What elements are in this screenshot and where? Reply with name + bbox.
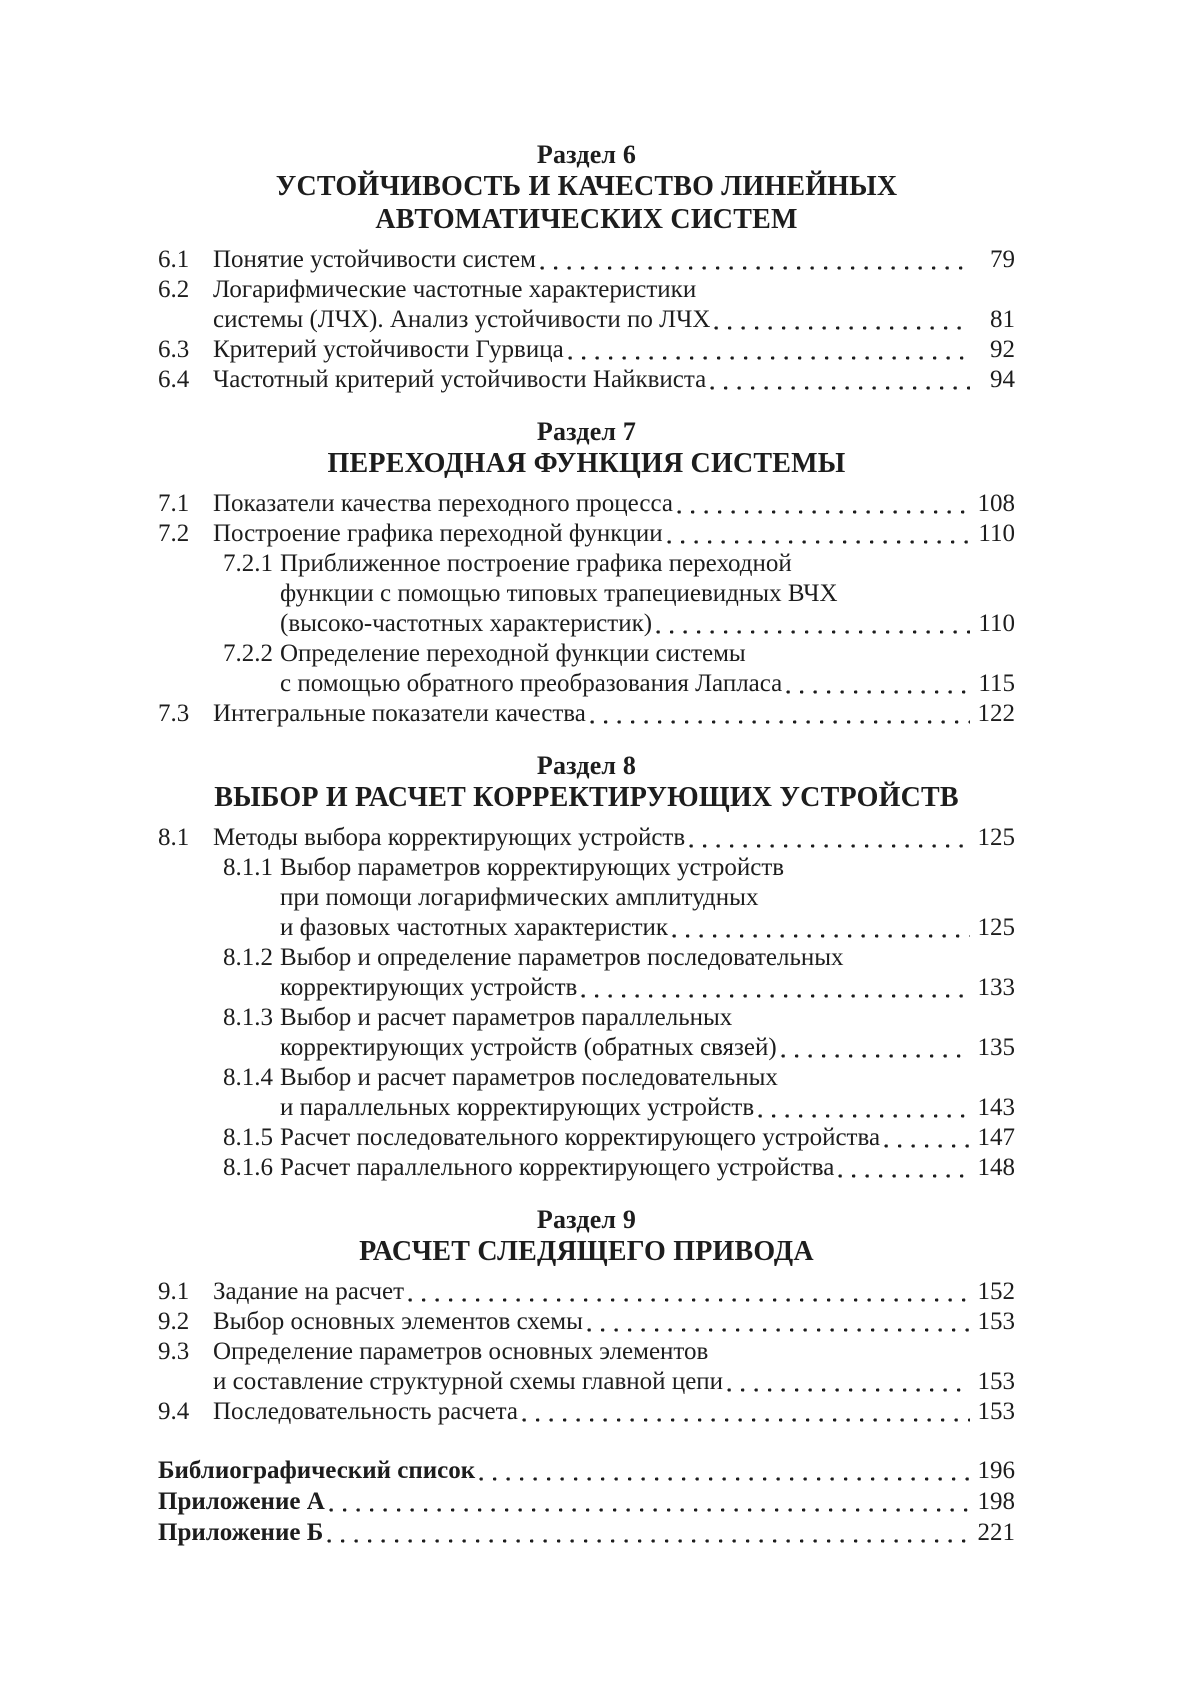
entry-number: 8.1.5 [223, 1124, 273, 1151]
entry-text: Определение параметров основных элементов [213, 1338, 709, 1365]
entry-text: Интегральные показатели качества [213, 700, 586, 727]
page-number: 94 [990, 366, 1015, 393]
entry-lines [213, 365, 1015, 395]
section-title-line: АВТОМАТИЧЕСКИХ СИСТЕМ [375, 204, 798, 235]
entry-text: Определение переходной функции системы [280, 640, 746, 667]
entry-lines [213, 699, 1015, 729]
back-matter-label: Приложение А [158, 1488, 325, 1515]
toc-entry [158, 1307, 1015, 1337]
toc-entry [158, 1003, 1015, 1063]
entry-text: и составление структурной схемы главной цепи [213, 1368, 724, 1395]
entry-lines [280, 1153, 1015, 1183]
toc-entry [158, 1123, 1015, 1153]
section-title-line: ВЫБОР И РАСЧЕТ КОРРЕКТИРУЮЩИХ УСТРОЙСТВ [214, 782, 959, 813]
toc-entry [158, 1397, 1015, 1427]
dot-leader [656, 609, 970, 639]
page-number: 148 [977, 1154, 1015, 1181]
entry-text: Выбор параметров корректирующих устройств [280, 854, 785, 881]
entry-lines [280, 1063, 1015, 1123]
section-title [158, 447, 1015, 480]
section-title-line: УСТОЙЧИВОСТЬ И КАЧЕСТВО ЛИНЕЙНЫХ [275, 171, 898, 202]
dot-leader [884, 1123, 970, 1153]
toc-entry-line [280, 1063, 1015, 1093]
page-number: 108 [977, 490, 1015, 517]
page-number: 125 [977, 824, 1015, 851]
toc-entry-line [213, 275, 1015, 305]
page-number: 153 [977, 1308, 1015, 1335]
entry-number: 7.2.1 [223, 550, 273, 577]
toc-entry [158, 245, 1015, 275]
section-items [158, 1277, 1015, 1427]
section-title-line: РАСЧЕТ СЛЕДЯЩЕГО ПРИВОДА [359, 1236, 814, 1267]
page-number: 221 [977, 1519, 1015, 1546]
toc-entry-line [280, 853, 1015, 883]
page-number: 133 [977, 974, 1015, 1001]
toc-sections [158, 140, 1015, 1427]
toc-entry-line [213, 245, 1015, 275]
entry-text: и фазовых частотных характеристик [280, 914, 669, 941]
entry-lines [213, 245, 1015, 275]
toc-entry-line [280, 943, 1015, 973]
section-label: Раздел 7 [536, 417, 637, 446]
page-number: 125 [977, 914, 1015, 941]
section-title [158, 170, 1015, 236]
dot-leader [781, 1033, 970, 1063]
entry-lines [213, 519, 1015, 549]
entry-lines [213, 1397, 1015, 1427]
entry-number: 6.1 [158, 246, 190, 273]
toc-entry-line [280, 973, 1015, 1003]
page-number: 110 [978, 520, 1015, 547]
toc-entry-line [280, 913, 1015, 943]
toc-entry [158, 1063, 1015, 1123]
toc-entry-line [280, 1003, 1015, 1033]
entry-number: 6.4 [158, 366, 190, 393]
toc-entry-line [213, 365, 1015, 395]
dot-leader [540, 245, 970, 275]
entry-text: Логарифмические частотные характеристики [213, 276, 697, 303]
entry-text: Показатели качества переходного процесса [213, 490, 673, 517]
toc-entry-line [213, 519, 1015, 549]
dot-leader [758, 1093, 970, 1123]
section-items [158, 823, 1015, 1183]
toc-entry [158, 823, 1015, 853]
dot-leader [710, 365, 970, 395]
back-matter [158, 1455, 1015, 1548]
page-number: 153 [977, 1398, 1015, 1425]
toc-entry [158, 489, 1015, 519]
toc-entry [158, 639, 1015, 699]
entry-text: при помощи логарифмических амплитудных [280, 884, 759, 911]
entry-text: Построение графика переходной функции [213, 520, 663, 547]
entry-lines [213, 275, 1015, 335]
entry-number: 8.1.1 [223, 854, 273, 881]
toc-entry-line [213, 699, 1015, 729]
entry-lines [280, 1123, 1015, 1153]
toc-entry-line [280, 1153, 1015, 1183]
entry-number: 6.3 [158, 336, 190, 363]
toc-entry-line [213, 335, 1015, 365]
section-title-line: ПЕРЕХОДНАЯ ФУНКЦИЯ СИСТЕМЫ [327, 448, 846, 479]
entry-text: Критерий устойчивости Гурвица [213, 336, 564, 363]
toc-entry [158, 549, 1015, 639]
entry-number: 7.1 [158, 490, 190, 517]
entry-lines [213, 489, 1015, 519]
back-matter-entry [158, 1517, 1015, 1548]
toc-section [158, 1205, 1015, 1427]
toc-entry [158, 1153, 1015, 1183]
dot-leader [590, 699, 970, 729]
entry-number: 9.1 [158, 1278, 190, 1305]
entry-text: Расчет параллельного корректирующего устройства [280, 1154, 835, 1181]
entry-lines [213, 1337, 1015, 1397]
entry-lines [280, 943, 1015, 1003]
dot-leader [522, 1397, 970, 1427]
entry-number: 8.1.6 [223, 1154, 273, 1181]
toc-entry [158, 1337, 1015, 1397]
toc-entry [158, 335, 1015, 365]
entry-number: 7.2 [158, 520, 190, 547]
section-label: Раздел 8 [536, 751, 637, 780]
toc-entry [158, 699, 1015, 729]
dot-leader [568, 335, 970, 365]
back-matter-entry [158, 1486, 1015, 1517]
toc-section [158, 751, 1015, 1183]
entry-text: Выбор и расчет параметров параллельных [280, 1004, 733, 1031]
entry-number: 7.3 [158, 700, 190, 727]
toc-entry [158, 943, 1015, 1003]
toc-entry [158, 275, 1015, 335]
toc-entry-line [213, 1277, 1015, 1307]
page-number: 81 [990, 306, 1015, 333]
entry-lines [213, 823, 1015, 853]
dot-leader [727, 1367, 970, 1397]
page-number: 152 [977, 1278, 1015, 1305]
entry-number: 9.4 [158, 1398, 190, 1425]
toc-entry-line [280, 609, 1015, 639]
entry-text: с помощью обратного преобразования Лапласа [280, 670, 783, 697]
entry-number: 8.1.4 [223, 1064, 273, 1091]
page-number: 147 [977, 1124, 1015, 1151]
entry-text: Выбор и расчет параметров последовательных [280, 1064, 778, 1091]
back-matter-label: Библиографический список [158, 1457, 476, 1484]
dot-leader [408, 1277, 970, 1307]
dot-leader [786, 669, 970, 699]
entry-number: 9.3 [158, 1338, 190, 1365]
entry-number: 8.1 [158, 824, 190, 851]
section-title [158, 1235, 1015, 1268]
page-number: 79 [990, 246, 1015, 273]
entry-number: 6.2 [158, 276, 190, 303]
toc-entry-line [280, 669, 1015, 699]
entry-lines [280, 1003, 1015, 1063]
entry-lines [213, 335, 1015, 365]
entry-text: системы (ЛЧХ). Анализ устойчивости по ЛЧХ [213, 306, 711, 333]
entry-text: Выбор и определение параметров последовательных [280, 944, 844, 971]
toc-entry-line [213, 305, 1015, 335]
toc-entry-line [280, 1033, 1015, 1063]
toc-entry-line [280, 1093, 1015, 1123]
toc-entry-line [280, 639, 1015, 669]
page-number: 198 [977, 1488, 1015, 1515]
dot-leader [327, 1517, 970, 1548]
toc-entry [158, 519, 1015, 549]
dot-leader [329, 1486, 970, 1517]
entry-text: функции с помощью типовых трапециевидных ВЧХ [280, 580, 838, 607]
dot-leader [672, 913, 970, 943]
back-matter-label: Приложение Б [158, 1519, 324, 1546]
entry-text: Частотный критерий устойчивости Найквиста [213, 366, 707, 393]
entry-text: Расчет последовательного корректирующего устройства [280, 1124, 881, 1151]
entry-lines [280, 639, 1015, 699]
entry-text: Задание на расчет [213, 1278, 405, 1305]
section-label: Раздел 6 [536, 140, 637, 169]
entry-number: 9.2 [158, 1308, 190, 1335]
page-number: 110 [978, 610, 1015, 637]
entry-text: (высоко-частотных характеристик) [280, 610, 653, 637]
entry-lines [213, 1277, 1015, 1307]
page-number: 115 [978, 670, 1015, 697]
page-number: 92 [990, 336, 1015, 363]
toc-entry [158, 853, 1015, 943]
dot-leader [838, 1153, 970, 1183]
page-number: 196 [977, 1457, 1015, 1484]
entry-number: 8.1.3 [223, 1004, 273, 1031]
page-number: 135 [977, 1034, 1015, 1061]
toc-entry-line [280, 579, 1015, 609]
toc-entry-line [213, 823, 1015, 853]
entry-lines [213, 1307, 1015, 1337]
dot-leader [479, 1455, 970, 1486]
entry-lines [280, 549, 1015, 639]
section-items [158, 245, 1015, 395]
entry-number: 8.1.2 [223, 944, 273, 971]
dot-leader [667, 519, 970, 549]
toc-entry [158, 365, 1015, 395]
dot-leader [689, 823, 970, 853]
toc-entry-line [213, 1397, 1015, 1427]
back-matter-entry [158, 1455, 1015, 1486]
entry-lines [280, 853, 1015, 943]
dot-leader [714, 305, 970, 335]
dot-leader [581, 973, 970, 1003]
page-number: 153 [977, 1368, 1015, 1395]
entry-text: Последовательность расчета [213, 1398, 518, 1425]
page-number: 122 [977, 700, 1015, 727]
toc-entry [158, 1277, 1015, 1307]
toc-entry-line [280, 1123, 1015, 1153]
entry-text: корректирующих устройств [280, 974, 578, 1001]
entry-text: и параллельных корректирующих устройств [280, 1094, 755, 1121]
section-title [158, 781, 1015, 814]
section-label: Раздел 9 [536, 1205, 637, 1234]
toc-entry-line [213, 1367, 1015, 1397]
toc-section [158, 140, 1015, 395]
toc-entry-line [213, 1337, 1015, 1367]
entry-text: Методы выбора корректирующих устройств [213, 824, 686, 851]
page-number: 143 [977, 1094, 1015, 1121]
entry-text: Приближенное построение графика переходной [280, 550, 792, 577]
entry-text: корректирующих устройств (обратных связей) [280, 1034, 777, 1061]
dot-leader [587, 1307, 970, 1337]
dot-leader [677, 489, 970, 519]
section-items [158, 489, 1015, 729]
toc-entry-line [213, 489, 1015, 519]
toc-entry-line [213, 1307, 1015, 1337]
entry-number: 7.2.2 [223, 640, 273, 667]
entry-text: Выбор основных элементов схемы [213, 1308, 583, 1335]
toc-entry-line [280, 883, 1015, 913]
toc-section [158, 417, 1015, 729]
toc-entry-line [280, 549, 1015, 579]
entry-text: Понятие устойчивости систем [213, 246, 536, 273]
